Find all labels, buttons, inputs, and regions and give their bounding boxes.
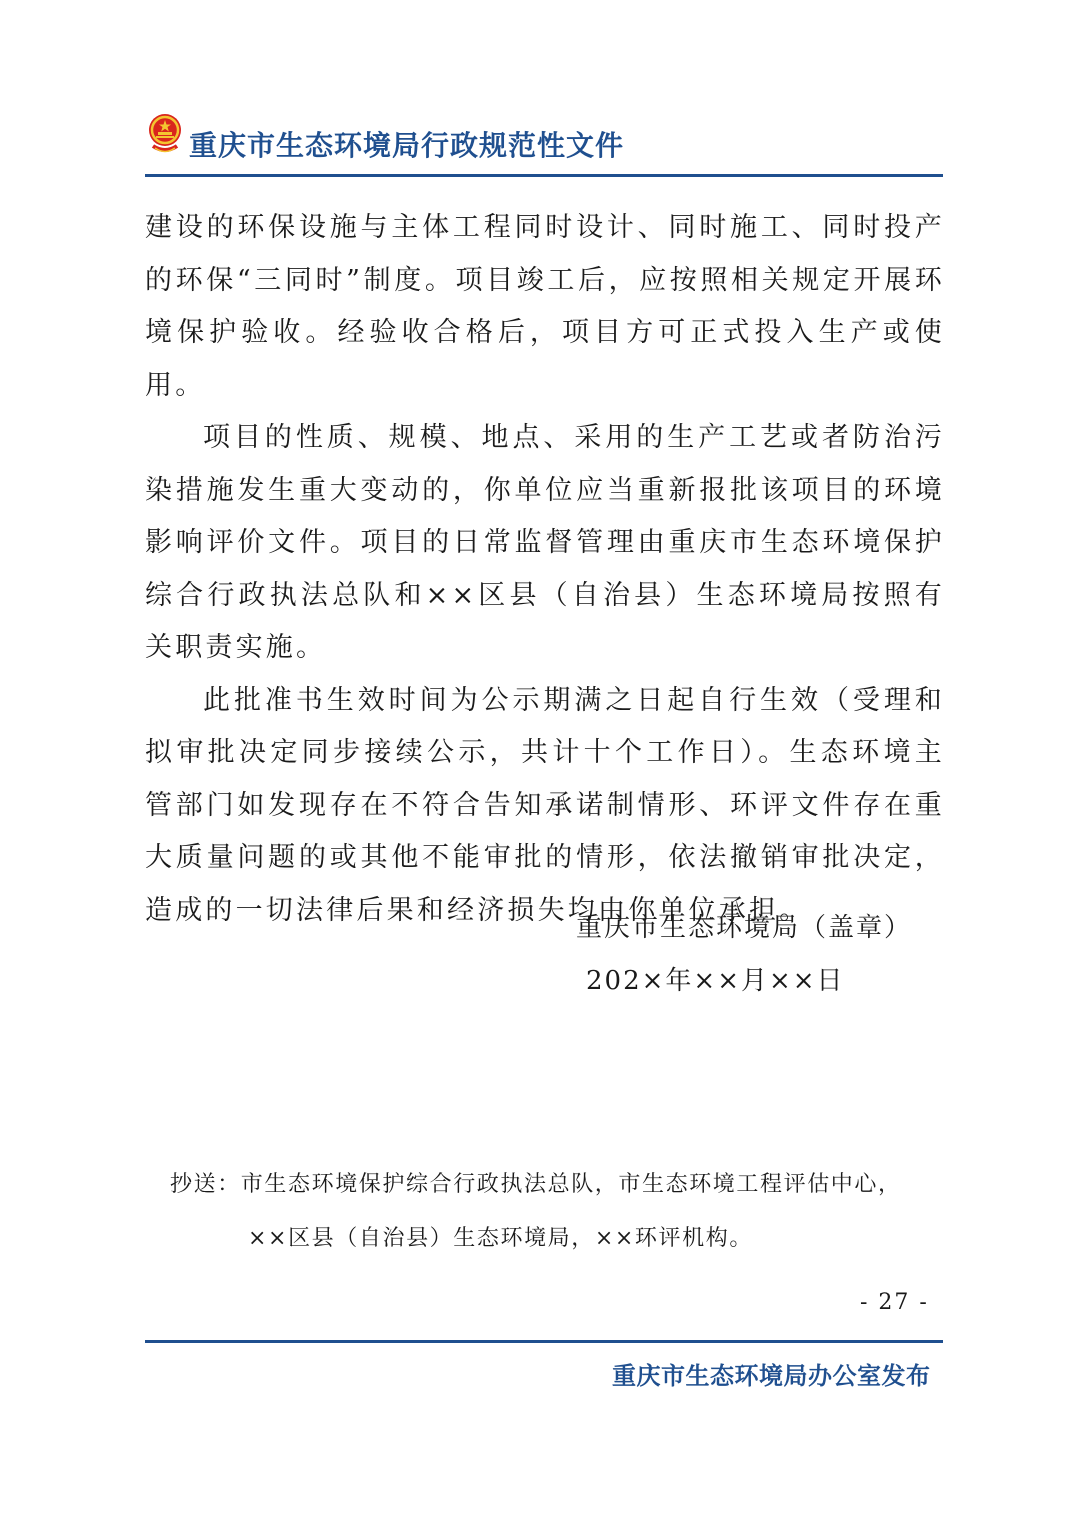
cc-line-1: 抄送：市生态环境保护综合行政执法总队，市生态环境工程评估中心， (170, 1172, 902, 1197)
cc-line-2: ××区县（自治县）生态环境局，××环评机构。 (248, 1226, 753, 1251)
header-title: 重庆市生态环境局行政规范性文件 (189, 129, 625, 162)
body-paragraph: 建设的环保设施与主体工程同时设计、同时施工、同时投产的环保“三同时”制度。项目竣工后，应按照相关规定开展环境保护验收。经验收合格后，项目方可正式投入生产或使用。 (145, 212, 945, 401)
header-divider (145, 174, 943, 177)
footer-publisher: 重庆市生态环境局办公室发布 (612, 1362, 931, 1390)
body-paragraph: 此批准书生效时间为公示期满之日起自行生效（受理和拟审批决定同步接续公示，共计十个工作日）。生态环境主管部门如发现存在不符合告知承诺制情形、环评文件存在重大质量问题的或其他不能审批的情形，依法撤销审批决定，造成的一切法律后果和经济损失均由你单位承担。 (145, 684, 945, 926)
signature-org: 重庆市生态环境局（盖章） (576, 913, 913, 943)
national-emblem-icon (145, 112, 185, 156)
body-paragraph: 项目的性质、规模、地点、采用的生产工艺或者防治污染措施发生重大变动的，你单位应当重新报批该项目的环境影响评价文件。项目的日常监督管理由重庆市生态环境保护综合行政执法总队和××区县（自治县）生态环境局按照有关职责实施。 (145, 422, 945, 663)
page-number: - 27 - (860, 1290, 929, 1315)
signature-date: 202×年××月××日 (586, 966, 845, 996)
document-header (145, 112, 945, 178)
footer-divider (145, 1340, 943, 1343)
document-body (145, 202, 945, 937)
